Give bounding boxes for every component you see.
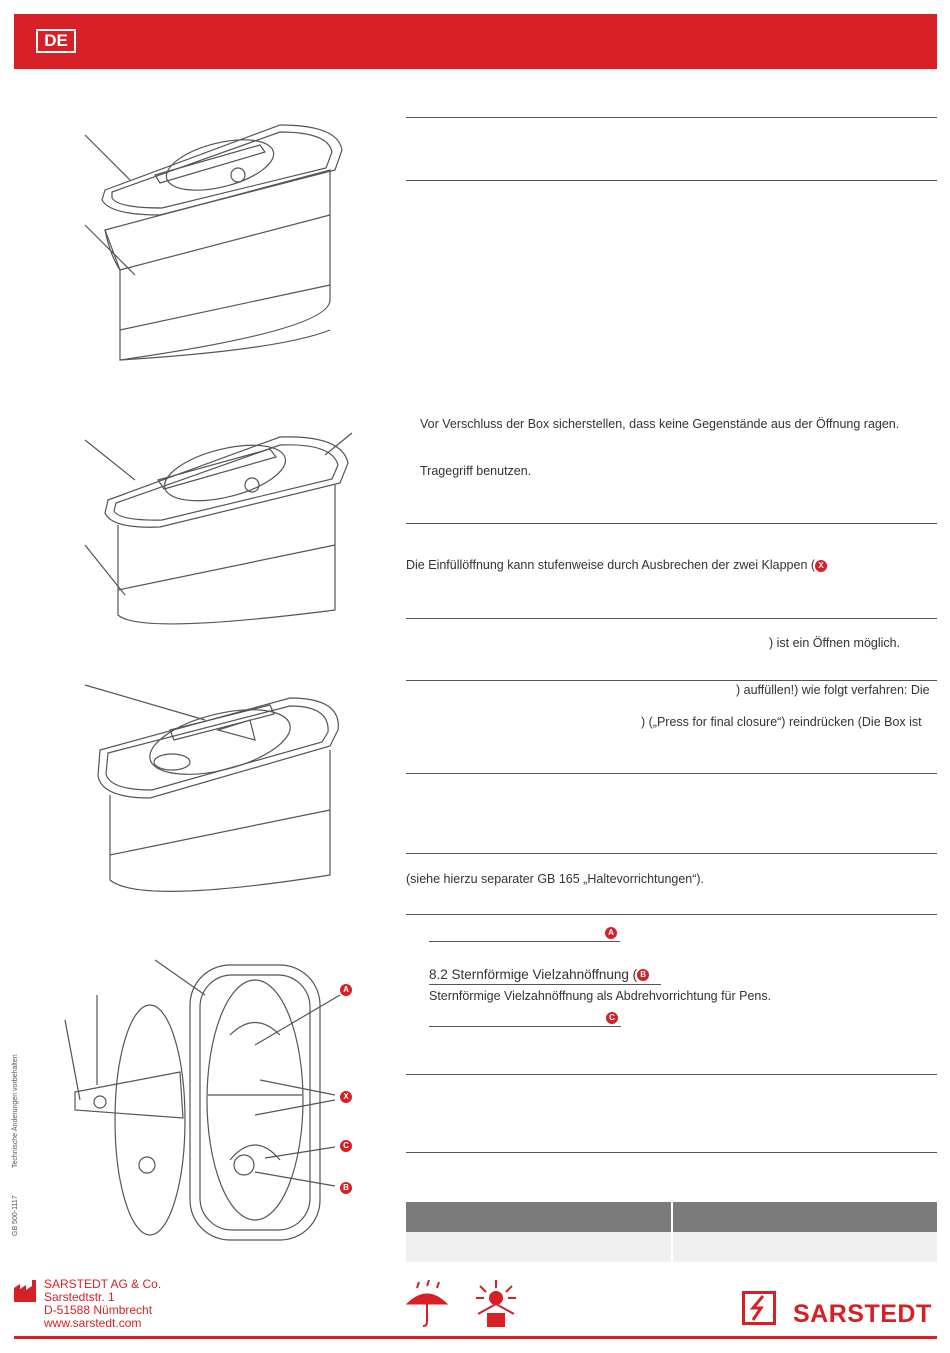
section-a-underline [429,927,620,942]
footer-address [44,1278,161,1330]
text-holder-reference: (siehe hierzu separater GB 165 „Haltevorrichtungen“). [406,872,705,886]
side-notice: Technische Änderungen vorbehalten [12,1054,19,1168]
footer-rule [14,1336,937,1339]
badge-x: X [815,560,827,572]
diagram-label-c: C [340,1140,352,1152]
section-rule [406,853,937,854]
section-c-underline [429,1012,621,1027]
diagram-label-x: X [340,1091,352,1103]
brand-name: SARSTEDT [793,1300,932,1328]
diagram-label-b: B [340,1182,352,1194]
table-row-cell-1 [406,1232,671,1262]
section-c-badge: C [606,1012,618,1024]
section-rule [406,180,937,181]
section-rule [406,1152,937,1153]
table-row-cell-2 [673,1232,937,1262]
section-a-badge: A [605,927,617,939]
section-b-text: Sternförmige Vielzahnöffnung als Abdrehvorrichtung für Pens. [429,989,772,1003]
table-header-cell-1 [406,1202,671,1232]
section-b-title: 8.2 Sternförmige Vielzahnöffnung ( [429,967,638,982]
section-rule [406,773,937,774]
fill-opening-text: Die Einfüllöffnung kann stufenweise durch Ausbrechen der zwei Klappen ( [406,558,816,572]
lid-top-view-illustration [55,950,385,1250]
sarstedt-logo-icon [742,1291,776,1325]
footer-website[interactable]: www.sarstedt.com [44,1316,142,1330]
keep-dry-umbrella-icon [405,1280,449,1328]
section-rule [406,914,937,915]
text-fill-opening [406,558,827,573]
text-final-closure: ) („Press for final closure“) reindrücken (Die Box ist [641,715,922,729]
section-rule [406,1074,937,1075]
section-rule [406,618,937,619]
footer-street: Sarstedtstr. 1 [44,1290,115,1304]
section-rule [406,117,937,118]
box-closed-illustration [80,425,360,645]
table-header-cell-2 [673,1202,937,1232]
footer-city: D-51588 Nümbrecht [44,1303,153,1317]
text-carry-handle: Tragegriff benutzen. [420,464,532,478]
text-fill-procedure: ) auffüllen!) wie folgt verfahren: Die [736,683,930,697]
box-open-lid-illustration [80,120,360,380]
header-bar [14,14,937,69]
section-b-underline [429,970,661,985]
section-rule [406,523,937,524]
protect-from-sunlight-icon [470,1278,522,1330]
diagram-label-a: A [340,984,352,996]
section-rule [406,680,937,681]
text-before-closing: Vor Verschluss der Box sicherstellen, dass keine Gegenstände aus der Öffnung ragen. [420,417,900,431]
side-doc-code: GB 500-1117 [12,1195,19,1236]
manufacturer-factory-icon [14,1280,38,1302]
footer-company: SARSTEDT AG & Co. [44,1277,162,1291]
text-opening-possible: ) ist ein Öffnen möglich. [769,636,901,650]
language-badge: DE [36,29,76,53]
box-final-closure-illustration [80,680,360,910]
section-b-badge: B [637,969,649,981]
